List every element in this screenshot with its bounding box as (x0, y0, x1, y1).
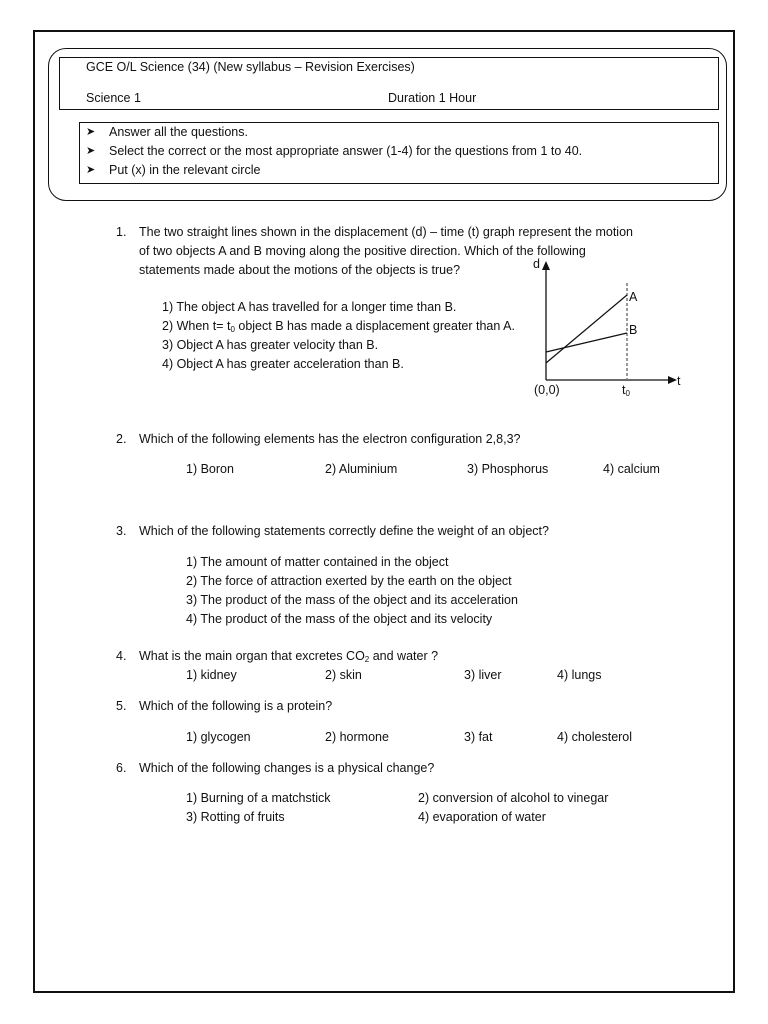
q6-option-2[interactable]: 2) conversion of alcohol to vinegar (418, 791, 609, 805)
q4-option-1[interactable]: 1) kidney (186, 668, 237, 682)
instruction-2: Select the correct or the most appropriate answer (1-4) for the questions from 1 to 40. (109, 144, 583, 158)
x-axis-label: t (677, 374, 681, 388)
line-b (546, 333, 627, 352)
q1-text-line-3: statements made about the motions of the objects is true? (139, 263, 461, 277)
origin-label: (0,0) (534, 383, 560, 397)
bullet-arrow-icon: ➤ (86, 126, 96, 138)
instruction-3: Put (x) in the relevant circle (109, 163, 261, 177)
q4-text: What is the main organ that excretes $CO_2$ and water ? (139, 649, 439, 664)
q1-option-3[interactable]: 3) Object A has greater velocity than B. (162, 338, 379, 352)
q1-option-4[interactable]: 4) Object A has greater acceleration than B. (162, 357, 404, 371)
q5-option-3[interactable]: 3) fat (464, 730, 493, 744)
line-b-label: B (629, 323, 638, 337)
y-axis-label: d (533, 257, 540, 271)
q1-option-1[interactable]: 1) The object A has travelled for a longer time than B. (162, 300, 457, 314)
q2-option-4[interactable]: 4) calcium (603, 462, 660, 476)
q2-option-2[interactable]: 2) Aluminium (325, 462, 398, 476)
q3-option-3[interactable]: 3) The product of the mass of the object and its acceleration (186, 593, 518, 607)
q2-text: Which of the following elements has the electron configuration 2,8,3? (139, 432, 521, 446)
q6-option-3[interactable]: 3) Rotting of fruits (186, 810, 285, 824)
subject-label: Science 1 (86, 91, 141, 105)
q6-text: Which of the following changes is a physical change? (139, 761, 435, 775)
y-axis-arrow-icon (542, 261, 550, 270)
question-number: 6. (116, 761, 127, 775)
t0-label: $t_0$ (622, 383, 630, 398)
duration-label: Duration 1 Hour (388, 91, 477, 105)
q2-option-3[interactable]: 3) Phosphorus (467, 462, 549, 476)
q3-option-2[interactable]: 2) The force of attraction exerted by the earth on the object (186, 574, 512, 588)
q3-option-1[interactable]: 1) The amount of matter contained in the object (186, 555, 449, 569)
q5-text: Which of the following is a protein? (139, 699, 333, 713)
question-number: 3. (116, 524, 127, 538)
q6-option-1[interactable]: 1) Burning of a matchstick (186, 791, 331, 805)
q5-option-4[interactable]: 4) cholesterol (557, 730, 633, 744)
q1-text-line-2: of two objects A and B moving along the positive direction. Which of the following (139, 244, 586, 258)
q3-text: Which of the following statements correctly define the weight of an object? (139, 524, 549, 538)
question-number: 4. (116, 649, 127, 663)
exam-title: GCE O/L Science (34) (New syllabus – Revision Exercises) (86, 60, 415, 74)
bullet-arrow-icon: ➤ (86, 164, 96, 176)
line-a-label: A (629, 290, 638, 304)
q5-option-2[interactable]: 2) hormone (325, 730, 389, 744)
q6-option-4[interactable]: 4) evaporation of water (418, 810, 546, 824)
q4-option-3[interactable]: 3) liver (464, 668, 502, 682)
x-axis-arrow-icon (668, 376, 677, 384)
q1-text-line-1: The two straight lines shown in the displacement (d) – time (t) graph represent the motion (139, 225, 633, 239)
q4-option-4[interactable]: 4) lungs (557, 668, 602, 682)
instruction-1: Answer all the questions. (109, 125, 248, 139)
question-number: 2. (116, 432, 127, 446)
line-a (546, 295, 627, 363)
q3-option-4[interactable]: 4) The product of the mass of the object and its velocity (186, 612, 493, 626)
question-number: 1. (116, 225, 127, 239)
q1-option-2[interactable]: 2) When $t= t_0$ object B has made a displacement greater than A. (162, 319, 515, 334)
q2-option-1[interactable]: 1) Boron (186, 462, 234, 476)
bullet-arrow-icon: ➤ (86, 145, 96, 157)
question-number: 5. (116, 699, 127, 713)
q5-option-1[interactable]: 1) glycogen (186, 730, 251, 744)
q4-option-2[interactable]: 2) skin (325, 668, 362, 682)
